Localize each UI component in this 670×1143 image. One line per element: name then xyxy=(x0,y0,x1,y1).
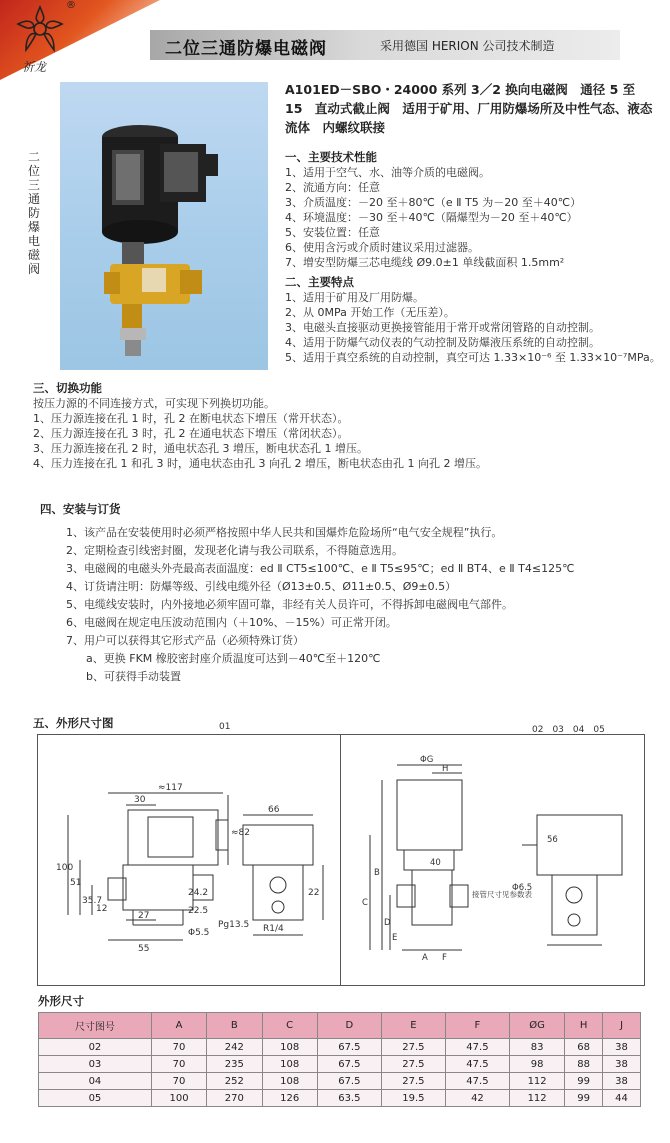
list-item: 1、该产品在安装使用时必须严格按照中华人民共和国爆炸危险场所“电气安全规程”执行。 xyxy=(66,526,503,539)
section-drawing-heading xyxy=(33,716,114,731)
table-row xyxy=(39,1056,641,1073)
table-cell: 27.5 xyxy=(381,1039,445,1056)
table-cell: 04 xyxy=(39,1073,152,1090)
section-heading: 三、切换功能 xyxy=(33,381,102,395)
dim-label: ≈117 xyxy=(158,783,183,793)
table-cell: 67.5 xyxy=(317,1039,381,1056)
dim-label: D xyxy=(384,918,391,928)
logo-text: 祈龙 xyxy=(22,60,47,74)
table-cell: 70 xyxy=(151,1073,206,1090)
table-row xyxy=(39,1073,641,1090)
table-cell: 108 xyxy=(262,1056,317,1073)
dim-label: 24.2 xyxy=(188,888,209,898)
list-item: 4、订货请注明：防爆等级、引线电缆外径（Ø13±0.5、Ø11±0.5、Ø9±0.5） xyxy=(66,580,457,593)
dim-label: 51 xyxy=(70,878,82,888)
table-cell: 47.5 xyxy=(445,1073,509,1090)
list-item: 7、用户可以获得其它形式产品（必须特殊订货） xyxy=(66,634,304,647)
list-item: 2、压力源连接在孔 3 时，孔 2 在通电状态下增压（常闭状态）。 xyxy=(33,427,349,440)
dim-label: Pg13.5 xyxy=(218,920,250,930)
table-cell: 108 xyxy=(262,1073,317,1090)
list-item: 3、介质温度：－20 至＋80℃（e Ⅱ T5 为－20 至＋40℃） xyxy=(285,196,582,209)
dim-label: 55 xyxy=(138,944,150,954)
table-cell: 88 xyxy=(565,1056,603,1073)
dim-label: 22.5 xyxy=(188,906,209,916)
dimension-drawing-01 xyxy=(38,735,338,985)
section-installation xyxy=(40,500,660,686)
list-item: 6、电磁阀在规定电压波动范围内（＋10%、－15%）可正常开闭。 xyxy=(66,616,397,629)
table-cell: 42 xyxy=(445,1090,509,1107)
table-header-cell: J xyxy=(603,1013,641,1039)
list-item: 1、压力源连接在孔 1 时，孔 2 在断电状态下增压（常开状态）。 xyxy=(33,412,349,425)
dim-label: 66 xyxy=(268,805,280,815)
dim-label: 56 xyxy=(547,835,558,845)
table-row xyxy=(39,1039,641,1056)
table-cell: 108 xyxy=(262,1039,317,1056)
dim-label: A xyxy=(422,953,428,963)
dim-label: 接管尺寸见参数表 xyxy=(472,890,532,899)
dim-label: 22 xyxy=(308,888,320,898)
list-item: 1、适用于矿用及厂用防爆。 xyxy=(285,291,424,304)
vertical-title: 二位三通防爆电磁阀 xyxy=(28,150,41,276)
table-title: 外形尺寸 xyxy=(38,994,84,1008)
section-heading: 一、主要技术性能 xyxy=(285,150,377,164)
table-cell: 112 xyxy=(509,1073,564,1090)
dim-label: ≈82 xyxy=(231,828,250,838)
table-cell: 99 xyxy=(565,1073,603,1090)
table-cell: 38 xyxy=(603,1039,641,1056)
section-performance xyxy=(285,150,655,270)
list-item: 5、安装位置：任意 xyxy=(285,226,380,239)
table-cell: 235 xyxy=(207,1056,262,1073)
table-header-cell: F xyxy=(445,1013,509,1039)
table-header-row xyxy=(39,1013,641,1039)
section-switching xyxy=(33,381,653,471)
table-cell: 100 xyxy=(151,1090,206,1107)
table-cell: 63.5 xyxy=(317,1090,381,1107)
section-heading: 二、主要特点 xyxy=(285,275,354,289)
list-item: 2、从 0MPa 开始工作（无压差）。 xyxy=(285,306,455,319)
list-subitem: b、可获得手动装置 xyxy=(86,670,181,683)
table-cell: 44 xyxy=(603,1090,641,1107)
table-header-cell: B xyxy=(207,1013,262,1039)
table-header-cell: 尺寸图号 xyxy=(39,1013,152,1039)
table-row xyxy=(39,1090,641,1107)
page-subtitle: 采用德国 HERION 公司技术制造 xyxy=(380,39,555,53)
dim-label: C xyxy=(362,898,368,908)
table-cell: 126 xyxy=(262,1090,317,1107)
table-cell: 70 xyxy=(151,1056,206,1073)
table-cell: 112 xyxy=(509,1090,564,1107)
table-cell: 98 xyxy=(509,1056,564,1073)
dim-label: ΦG xyxy=(420,755,434,765)
table-cell: 27.5 xyxy=(381,1056,445,1073)
page-title: 二位三通防爆电磁阀 xyxy=(165,39,327,59)
list-item: 3、电磁头直接驱动更换接管能用于常开或常闭管路的自动控制。 xyxy=(285,321,600,334)
section-features xyxy=(285,275,660,365)
list-item: 1、适用于空气、水、油等介质的电磁阀。 xyxy=(285,166,490,179)
list-item: 2、流通方向：任意 xyxy=(285,181,380,194)
list-item: 4、压力连接在孔 1 和孔 3 时，通电状态由孔 3 向孔 2 增压，断电状态由孔 1 向孔 2 增压。 xyxy=(33,457,487,470)
list-item: 4、环境温度：－30 至＋40℃（隔爆型为－20 至＋40℃） xyxy=(285,211,578,224)
dim-label: H xyxy=(442,764,449,774)
table-header-cell: D xyxy=(317,1013,381,1039)
list-item: 4、适用于防爆气动仪表的气动控制及防爆液压系统的自动控制。 xyxy=(285,336,600,349)
dim-label: F xyxy=(442,953,447,963)
table-cell: 27.5 xyxy=(381,1073,445,1090)
table-cell: 05 xyxy=(39,1090,152,1107)
dim-label: 40 xyxy=(430,858,441,868)
table-cell: 70 xyxy=(151,1039,206,1056)
table-cell: 47.5 xyxy=(445,1039,509,1056)
table-header-cell: ØG xyxy=(509,1013,564,1039)
dimension-drawing-02-05 xyxy=(342,735,644,985)
table-cell: 02 xyxy=(39,1039,152,1056)
table-cell: 67.5 xyxy=(317,1056,381,1073)
table-header-cell: A xyxy=(151,1013,206,1039)
table-header-cell: C xyxy=(262,1013,317,1039)
dim-label: B xyxy=(374,868,380,878)
table-cell: 83 xyxy=(509,1039,564,1056)
table-header-cell: E xyxy=(381,1013,445,1039)
section-heading: 四、安装与订货 xyxy=(40,502,121,516)
list-item: 5、适用于真空系统的自动控制，真空可达 1.33×10⁻⁶ 至 1.33×10⁻⁷MPa。 xyxy=(285,351,661,364)
brand-logo-icon xyxy=(10,2,70,57)
dim-label: R1/4 xyxy=(263,924,284,934)
table-cell: 68 xyxy=(565,1039,603,1056)
table-cell: 03 xyxy=(39,1056,152,1073)
header xyxy=(0,0,670,80)
list-item: 3、压力源连接在孔 2 时，通电状态孔 3 增压，断电状态孔 1 增压。 xyxy=(33,442,368,455)
table-cell: 47.5 xyxy=(445,1056,509,1073)
list-item: 6、使用含污或介质时建议采用过滤器。 xyxy=(285,241,479,254)
table-header-cell: H xyxy=(565,1013,603,1039)
table-cell: 270 xyxy=(207,1090,262,1107)
product-photo xyxy=(60,82,268,370)
list-item: 7、增安型防爆三芯电缆线 Ø9.0±1 单线截面积 1.5mm² xyxy=(285,256,565,269)
dim-label: 100 xyxy=(56,863,74,873)
dim-label: E xyxy=(392,933,398,943)
dim-label: 27 xyxy=(138,911,150,921)
section-intro: 按压力源的不同连接方式，可实现下列换切功能。 xyxy=(33,397,275,410)
dim-label: 12 xyxy=(96,904,108,914)
list-item: 2、定期检查引线密封圈，发现老化请与我公司联系，不得随意选用。 xyxy=(66,544,403,557)
drawing-divider xyxy=(340,734,341,986)
solenoid-valve-image xyxy=(60,82,268,370)
dimension-table xyxy=(38,1012,641,1107)
section-heading: 五、外形尺寸图 xyxy=(33,716,114,730)
table-cell: 19.5 xyxy=(381,1090,445,1107)
drawing-label-02-05: 02 03 04 05 xyxy=(532,725,605,735)
table-cell: 38 xyxy=(603,1056,641,1073)
list-item: 5、电缆线安装时，内外接地必须牢固可靠，非经有关人员许可，不得拆卸电磁阀电气部件。 xyxy=(66,598,513,611)
list-subitem: a、更换 FKM 橡胶密封座介质温度可达到－40℃至＋120℃ xyxy=(86,652,381,665)
table-cell: 252 xyxy=(207,1073,262,1090)
registered-mark: ® xyxy=(66,0,76,11)
dim-label: 35.7 xyxy=(82,896,103,906)
dim-label: Φ5.5 xyxy=(188,928,210,938)
table-cell: 67.5 xyxy=(317,1073,381,1090)
dim-label: 30 xyxy=(134,795,146,805)
table-cell: 38 xyxy=(603,1073,641,1090)
table-cell: 99 xyxy=(565,1090,603,1107)
dim-label: Φ6.5 xyxy=(512,883,533,893)
model-title: A101ED－SBO・24000 系列 3／2 换向电磁阀 通径 5 至 15 直动式截止阀 适用于矿用、厂用防爆场所及中性气态、液态流体 内螺纹联接 xyxy=(285,82,653,135)
drawing-label-01: 01 xyxy=(219,722,231,732)
list-item: 3、电磁阀的电磁头外壳最高表面温度：ed Ⅱ CT5≤100℃、e Ⅱ T5≤95℃；ed Ⅱ BT4、e Ⅱ T4≤125℃ xyxy=(66,562,575,575)
table-cell: 242 xyxy=(207,1039,262,1056)
title-banner xyxy=(150,30,620,60)
